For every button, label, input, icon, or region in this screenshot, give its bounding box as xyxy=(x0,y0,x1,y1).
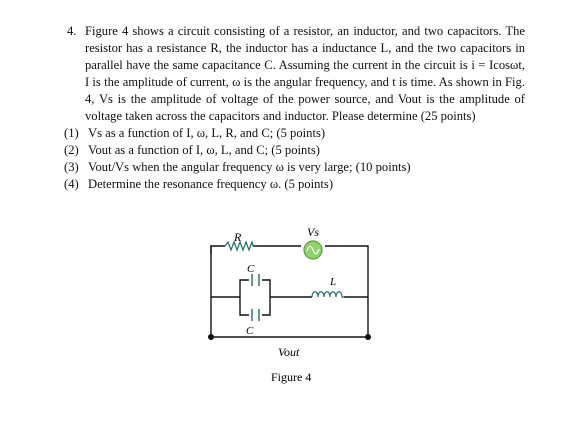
figure-caption: Figure 4 xyxy=(271,370,312,384)
circuit-wires xyxy=(211,246,368,337)
question-tag: (1) xyxy=(64,126,79,140)
question-text: Vout as a function of I, ω, L, and C; (5 points) xyxy=(88,143,320,157)
inductor-symbol xyxy=(312,292,344,297)
output-node-left xyxy=(208,334,214,340)
source-label: Vs xyxy=(307,225,319,239)
capacitor-bottom-label: C xyxy=(246,325,254,337)
ac-source-symbol xyxy=(304,241,322,259)
statement-text: Figure 4 shows a circuit consisting of a resistor, an inductor, and two capacitors. The resistor has a resistance R, the inductor has a inductance L, and the two capacitors in parallel have the same capacitance C. Assuming the current in the circuit is i = Icosωt, I is the amplitude of current, ω is the angular frequency, and t is time. As shown in Fig. 4, Vs is the amplitude of voltage of the power source, and Vout is the amplitude of voltage taken across the capacitors and inductor. Please determine (25 points) xyxy=(85,24,525,123)
capacitor-top-symbol xyxy=(252,274,259,286)
output-node-right xyxy=(365,334,371,340)
capacitor-bottom-symbol xyxy=(252,309,259,321)
question-text: Vs as a function of I, ω, L, R, and C; (5 points) xyxy=(88,126,326,140)
question-tag: (4) xyxy=(64,177,79,191)
output-label: Vout xyxy=(278,345,300,359)
inductor-label: L xyxy=(330,276,337,288)
question-tag: (2) xyxy=(64,143,79,157)
question-tag: (3) xyxy=(64,160,79,174)
question-text: Vout/Vs when the angular frequency ω is very large; (10 points) xyxy=(88,160,411,174)
resistor-label: R xyxy=(234,230,242,244)
problem-number: 4. xyxy=(67,24,77,38)
capacitor-top-label: C xyxy=(247,263,255,275)
question-text: Determine the resonance frequency ω. (5 points) xyxy=(88,177,334,191)
